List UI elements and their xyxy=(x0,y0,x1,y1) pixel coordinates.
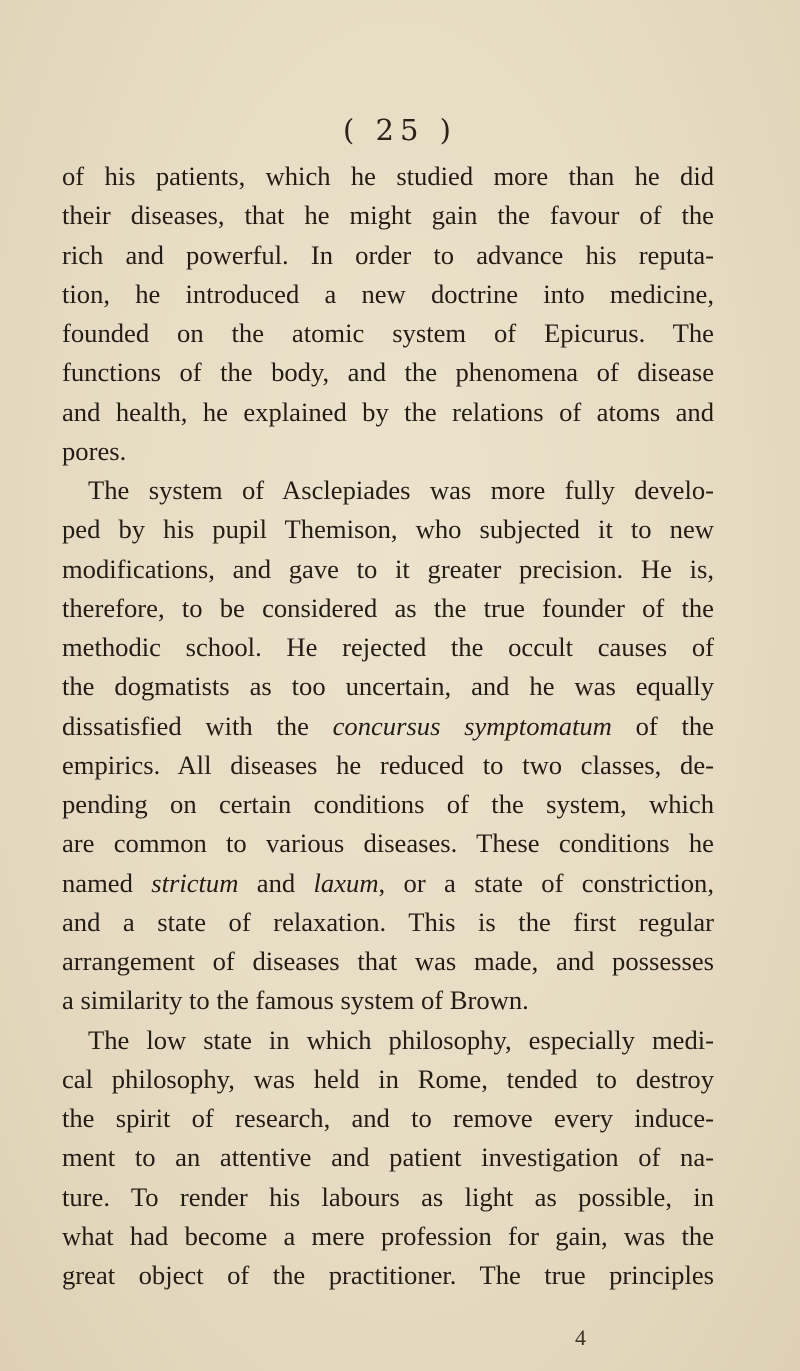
text-line: their diseases, that he might gain the favour of the xyxy=(62,200,714,231)
body-text xyxy=(62,157,714,1295)
signature-mark: 4 xyxy=(575,1325,586,1350)
text-line: The low state in which philosophy, especially medi- xyxy=(88,1024,714,1055)
text-line: dissatisfied with the concursus symptomatum of the xyxy=(62,710,714,741)
text-line: pores. xyxy=(62,435,127,466)
text-line: arrangement of diseases that was made, and possesses xyxy=(62,946,714,976)
text-line: ture. To render his labours as light as possible, in xyxy=(62,1181,714,1212)
text-line: ment to an attentive and patient investigation of na- xyxy=(62,1142,714,1173)
text-line: the dogmatists as too uncertain, and he was equally xyxy=(62,671,714,702)
text-line: of his patients, which he studied more than he did xyxy=(62,161,714,191)
text-line: great object of the practitioner. The true principles xyxy=(62,1260,714,1290)
page-number-header: ( 25 ) xyxy=(343,113,457,147)
text-line: The system of Asclepiades was more fully develo- xyxy=(88,475,714,505)
text-line: cal philosophy, was held in Rome, tended to destroy xyxy=(62,1063,714,1094)
text-line: the spirit of research, and to remove every induce- xyxy=(62,1103,714,1133)
text-line: methodic school. He rejected the occult causes of xyxy=(62,632,714,662)
text-line: tion, he introduced a new doctrine into medicine, xyxy=(62,278,714,309)
text-line: founded on the atomic system of Epicurus. The xyxy=(62,318,714,348)
text-line: pending on certain conditions of the system, which xyxy=(62,789,714,819)
text-line: are common to various diseases. These conditions he xyxy=(62,828,714,859)
text-line: modifications, and gave to it greater precision. He is, xyxy=(62,553,714,584)
text-line: therefore, to be considered as the true founder of the xyxy=(62,592,714,623)
text-line: and a state of relaxation. This is the first regular xyxy=(62,906,714,937)
text-line: rich and powerful. In order to advance his reputa- xyxy=(62,239,714,270)
text-line: functions of the body, and the phenomena of disease xyxy=(62,357,714,388)
text-line: ped by his pupil Themison, who subjected it to new xyxy=(62,514,714,545)
text-line: named strictum and laxum, or a state of constriction, xyxy=(62,867,714,898)
text-line: what had become a mere profession for gain, was the xyxy=(62,1220,714,1251)
text-line: a similarity to the famous system of Brown. xyxy=(62,985,529,1016)
text-line: and health, he explained by the relations of atoms and xyxy=(62,396,714,427)
text-line: empirics. All diseases he reduced to two classes, de- xyxy=(62,749,714,780)
